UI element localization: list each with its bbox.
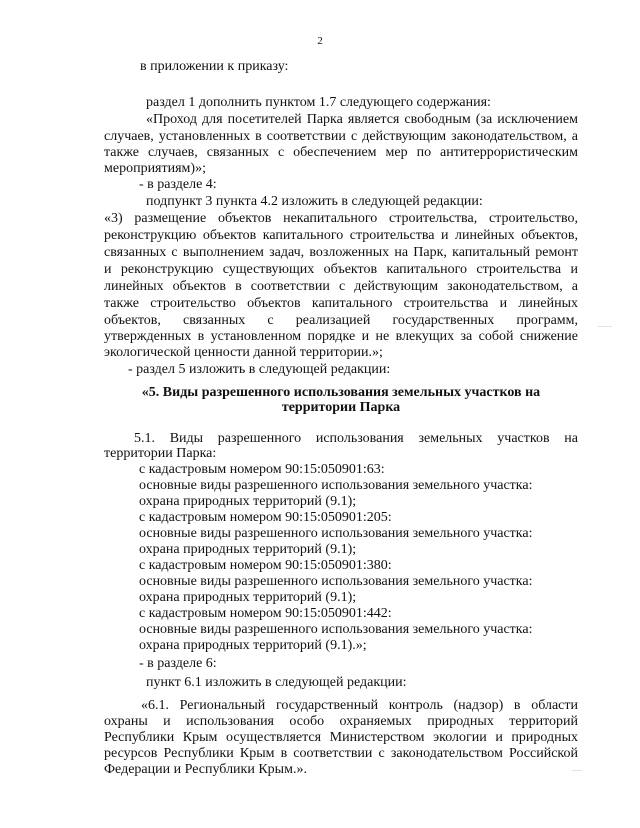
text-line: линейных объектов в соответствии с действующим законодательством, а xyxy=(104,279,578,294)
scan-artifact xyxy=(572,770,582,771)
text-line: «6.1. Региональный государственный контроль (надзор) в области xyxy=(141,698,578,713)
text-line: охрана природных территорий (9.1).»; xyxy=(139,638,367,653)
text-line: также случаев, связанных с обеспечением мер по антитеррористическим xyxy=(104,145,578,160)
text-line: охрана природных территорий (9.1); xyxy=(139,494,357,509)
text-line: мероприятиям)»; xyxy=(104,161,206,176)
text-line: ресурсов Республики Крым в соответствии с законодательством Российской xyxy=(104,746,578,761)
text-line: основные виды разрешенного использования земельного участка: xyxy=(139,478,533,493)
text-line: охрана природных территорий (9.1); xyxy=(139,542,357,557)
text-line: «3) размещение объектов некапитального строительства, строительство, xyxy=(104,211,578,226)
text-line: пункт 6.1 изложить в следующей редакции: xyxy=(146,675,407,690)
text-line: территории Парка: xyxy=(104,446,217,461)
text-line: раздел 1 дополнить пунктом 1.7 следующего содержания: xyxy=(146,95,491,110)
text-line: основные виды разрешенного использования земельного участка: xyxy=(139,622,533,637)
text-line: - раздел 5 изложить в следующей редакции: xyxy=(128,362,391,377)
text-line: связанных с выполнением задач, возложенных на Парк, капитальный ремонт xyxy=(104,245,578,260)
text-line: Республики Крым осуществляется Министерством экологии и природных xyxy=(104,730,578,745)
text-line: - в разделе 6: xyxy=(139,656,217,671)
text-line: экологической ценности данной территории.»; xyxy=(104,345,383,360)
text-line: охраны и использования особо охраняемых природных территорий xyxy=(104,714,578,729)
text-line: с кадастровым номером 90:15:050901:63: xyxy=(139,462,385,477)
text-line: охрана природных территорий (9.1); xyxy=(139,590,357,605)
text-line: подпункт 3 пункта 4.2 изложить в следующей редакции: xyxy=(146,194,483,209)
section-heading: территории Парка xyxy=(281,400,401,415)
text-line: случаев, установленных в соответствии с действующим законодательством, а xyxy=(104,129,578,144)
text-line: с кадастровым номером 90:15:050901:380: xyxy=(139,558,392,573)
text-line: основные виды разрешенного использования земельного участка: xyxy=(139,526,533,541)
text-line: Федерации и Республики Крым.». xyxy=(104,762,307,777)
text-line: - в разделе 4: xyxy=(139,177,217,192)
text-line: 5.1. Виды разрешенного использования земельных участков на xyxy=(134,431,578,446)
text-line: в приложении к приказу: xyxy=(140,59,289,74)
text-line: реконструкцию объектов капитального строительства и линейных объектов, xyxy=(104,228,578,243)
text-line: и реконструкцию существующих объектов капитального строительства и xyxy=(104,262,578,277)
text-line: объектов, связанных с реализацией государственных программ, xyxy=(104,313,578,328)
text-line: с кадастровым номером 90:15:050901:205: xyxy=(139,510,392,525)
scan-artifact xyxy=(598,326,612,327)
text-line: с кадастровым номером 90:15:050901:442: xyxy=(139,606,392,621)
text-line: также строительство объектов капитального строительства и линейных xyxy=(104,296,578,311)
text-line: утвержденных в установленном порядке и не влекущих за собой снижение xyxy=(104,329,578,344)
text-line: основные виды разрешенного использования земельного участка: xyxy=(139,574,533,589)
page-number: 2 xyxy=(317,35,323,47)
section-heading: «5. Виды разрешенного использования земельных участков на xyxy=(141,385,541,400)
text-line: «Проход для посетителей Парка является свободным (за исключением xyxy=(146,112,578,127)
